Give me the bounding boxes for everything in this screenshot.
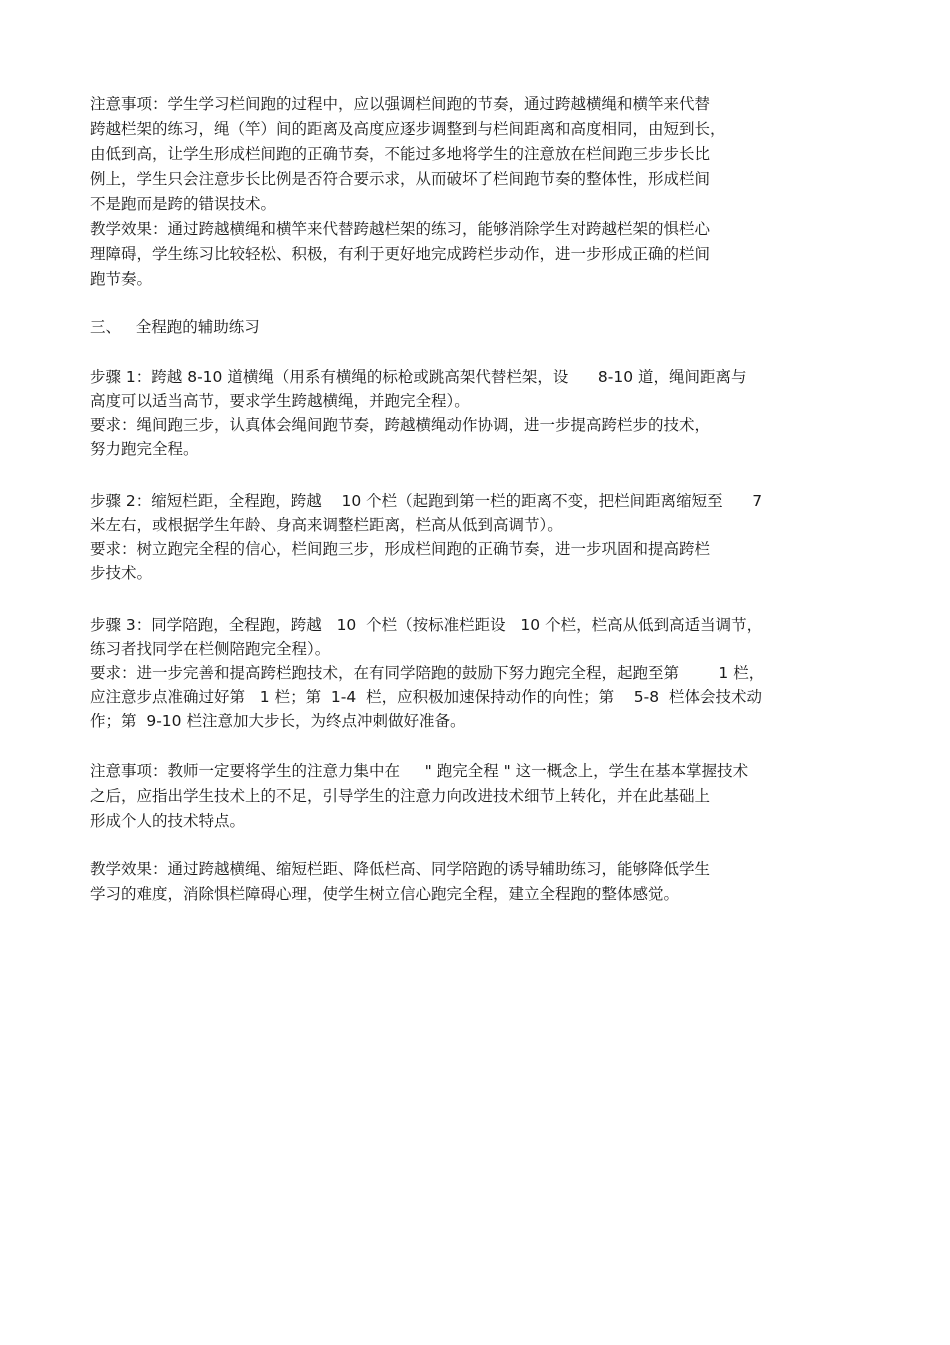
section-heading: 三、 全程跑的辅助练习	[90, 318, 260, 336]
step3-line-1: 步骤 3：同学陪跑，全程跑，跨越 10 个栏（按标准栏距设 10 个栏，栏高从低到高适当调节，	[90, 616, 763, 634]
step1-line-2: 高度可以适当高节，要求学生跨越横绳，并跑完全程）。	[90, 392, 470, 410]
step3-req-line-1: 要求：进一步完善和提高跨栏跑技术，在有同学陪跑的鼓励下努力跑完全程，起跑至第 1 栏，	[90, 664, 765, 682]
notes-line-1: 注意事项：学生学习栏间跑的过程中，应以强调栏间跑的节奏，通过跨越横绳和横竿来代替	[90, 95, 711, 113]
effect-line-2: 理障碍，学生练习比较轻松、积极，有利于更好地完成跨栏步动作，进一步形成正确的栏间	[90, 245, 711, 263]
step3-line-2: 练习者找同学在栏侧陪跑完全程）。	[90, 640, 331, 658]
step2-line-1: 步骤 2：缩短栏距，全程跑，跨越 10 个栏（起跑到第一栏的距离不变，把栏间距离缩短至 7	[90, 492, 763, 510]
notes2-line-2: 之后，应指出学生技术上的不足，引导学生的注意力向改进技术细节上转化，并在此基础上	[90, 787, 711, 805]
step1-req-line-2: 努力跑完全程。	[90, 440, 199, 458]
effect-line-3: 跑节奏。	[90, 270, 153, 288]
step2-req-line-1: 要求：树立跑完全程的信心，栏间跑三步，形成栏间跑的正确节奏，进一步巩固和提高跨栏	[90, 540, 711, 558]
notes2-line-1: 注意事项：教师一定要将学生的注意力集中在 " 跑完全程 " 这一概念上，学生在基本掌握技术	[90, 762, 749, 780]
step3-req-line-2: 应注意步点准确过好第 1 栏；第 1-4 栏，应积极加速保持动作的向性；第 5-8 栏体会技术动	[90, 688, 762, 706]
notes-line-5: 不是跑而是跨的错误技术。	[90, 195, 277, 213]
notes-line-4: 例上，学生只会注意步长比例是否符合要示求，从而破坏了栏间跑节奏的整体性，形成栏间	[90, 170, 711, 188]
step3-req-line-3: 作；第 9-10 栏注意加大步长，为终点冲刺做好准备。	[90, 712, 466, 730]
notes2-line-3: 形成个人的技术特点。	[90, 812, 246, 830]
effect-line-1: 教学效果：通过跨越横绳和横竿来代替跨越栏架的练习，能够消除学生对跨越栏架的惧栏心	[90, 220, 711, 238]
step2-line-2: 米左右，或根据学生年龄、身高来调整栏距离，栏高从低到高调节）。	[90, 516, 563, 534]
notes-line-3: 由低到高，让学生形成栏间跑的正确节奏，不能过多地将学生的注意放在栏间跑三步步长比	[90, 145, 711, 163]
effect2-line-2: 学习的难度，消除惧栏障碍心理，使学生树立信心跑完全程，建立全程跑的整体感觉。	[90, 885, 680, 903]
notes-line-2: 跨越栏架的练习，绳（竿）间的距离及高度应逐步调整到与栏间距离和高度相同，由短到长，	[90, 120, 726, 138]
effect2-line-1: 教学效果：通过跨越横绳、缩短栏距、降低栏高、同学陪跑的诱导辅助练习，能够降低学生	[90, 860, 711, 878]
step1-line-1: 步骤 1：跨越 8-10 道横绳（用系有横绳的标枪或跳高架代替栏架，设 8-10 道，绳间距离与	[90, 368, 747, 386]
step1-req-line-1: 要求：绳间跑三步，认真体会绳间跑节奏，跨越横绳动作协调，进一步提高跨栏步的技术，	[90, 416, 711, 434]
step2-req-line-2: 步技术。	[90, 564, 153, 582]
